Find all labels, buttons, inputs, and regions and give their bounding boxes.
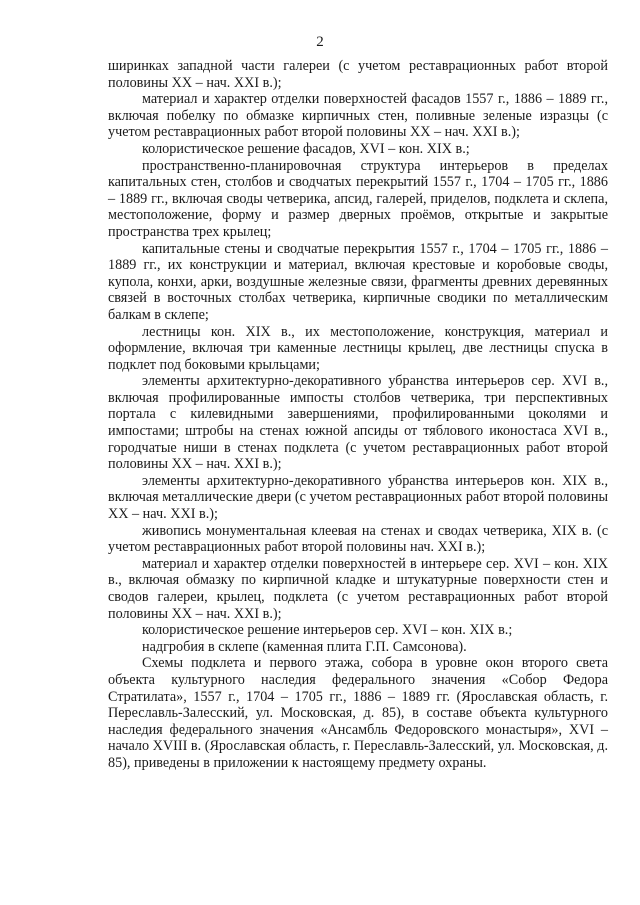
paragraph: лестницы кон. XIX в., их местоположение, конструкция, материал и оформление, включая три каменные лестницы крылец, две лестницы спуска в подклет под боковыми крыльцами; — [108, 323, 608, 373]
document-body — [108, 58, 608, 772]
paragraph: колористическое решение интерьеров сер. XVI – кон. XIX в.; — [142, 622, 513, 639]
paragraph: капитальные стены и сводчатые перекрытия 1557 г., 1704 – 1705 гг., 1886 – 1889 гг., их конструкции и материал, включая крестовые и коробовые своды, купола, конхи, арки, воздушные железные связи, фрагменты древних деревянных связей в восточных столбах четверика, кирпичные сводики по металлическим балкам в склепе; — [108, 240, 608, 323]
paragraph-continuation: ширинках западной части галереи (с учетом реставрационных работ второй половины XX – нач. XXI в.); — [108, 58, 608, 91]
paragraph: надгробия в склепе (каменная плита Г.П. Самсонова). — [142, 638, 467, 655]
paragraph: Схемы подклета и первого этажа, собора в уровне окон второго света объекта культурного наследия федерального значения «Собор Федора Стратилата», 1557 г., 1704 – 1705 гг., 1886 – 1889 гг. (Ярославская область, г. Переславль-Залесский, ул. Московская, д. 85), в составе объекта культурного наследия федерального значения «Ансамбль Федоровского монастыря», XVI – начало XVIII в. (Ярославская область, г. Переславль-Залесский, ул. Московская, д. 85), приведены в приложении к настоящему предмету охраны. — [108, 655, 608, 771]
paragraph: элементы архитектурно-декоративного убранства интерьеров кон. XIX в., включая металлические двери (с учетом реставрационных работ второй половины XX – нач. XXI в.); — [108, 472, 608, 523]
page-number: 2 — [316, 34, 324, 50]
paragraph: пространственно-планировочная структура интерьеров в пределах капитальных стен, столбов и сводчатых перекрытий 1557 г., 1704 – 1705 гг., 1886 – 1889 гг., включая своды четверика, апсид, галерей, приделов, подклета и склепа, местоположение, форму и размер дверных проёмов, открытые и закрытые пространства трех крылец; — [108, 157, 608, 240]
paragraph: элементы архитектурно-декоративного убранства интерьеров сер. XVI в., включая профилированные импосты столбов четверика, три перспективных портала с килевидными завершениями, профилированными цоколями и импостами; штробы на стенах южной апсиды от тяблового иконостаса XVI в., городчатые ниши в стенах подклета (с учетом реставрационных работ второй половины XX – нач. XXI в.); — [108, 373, 608, 473]
paragraph: материал и характер отделки поверхностей фасадов 1557 г., 1886 – 1889 гг., включая побелку по обмазке кирпичных стен, поливные зеленые изразцы (с учетом реставрационных работ второй половины XX – нач. XXI в.); — [108, 91, 608, 141]
paragraph: колористическое решение фасадов, XVI – кон. XIX в.; — [142, 140, 470, 157]
paragraph: материал и характер отделки поверхностей в интерьере сер. XVI – кон. XIX в., включая обмазку по кирпичной кладке и штукатурные поверхности стен и сводов галереи, крылец, подклета (с учетом реставрационных работ второй половины XX – нач. XXI в.); — [108, 555, 608, 622]
paragraph: живопись монументальная клеевая на стенах и сводах четверика, XIX в. (с учетом реставрационных работ второй половины нач. XXI в.); — [108, 522, 608, 556]
